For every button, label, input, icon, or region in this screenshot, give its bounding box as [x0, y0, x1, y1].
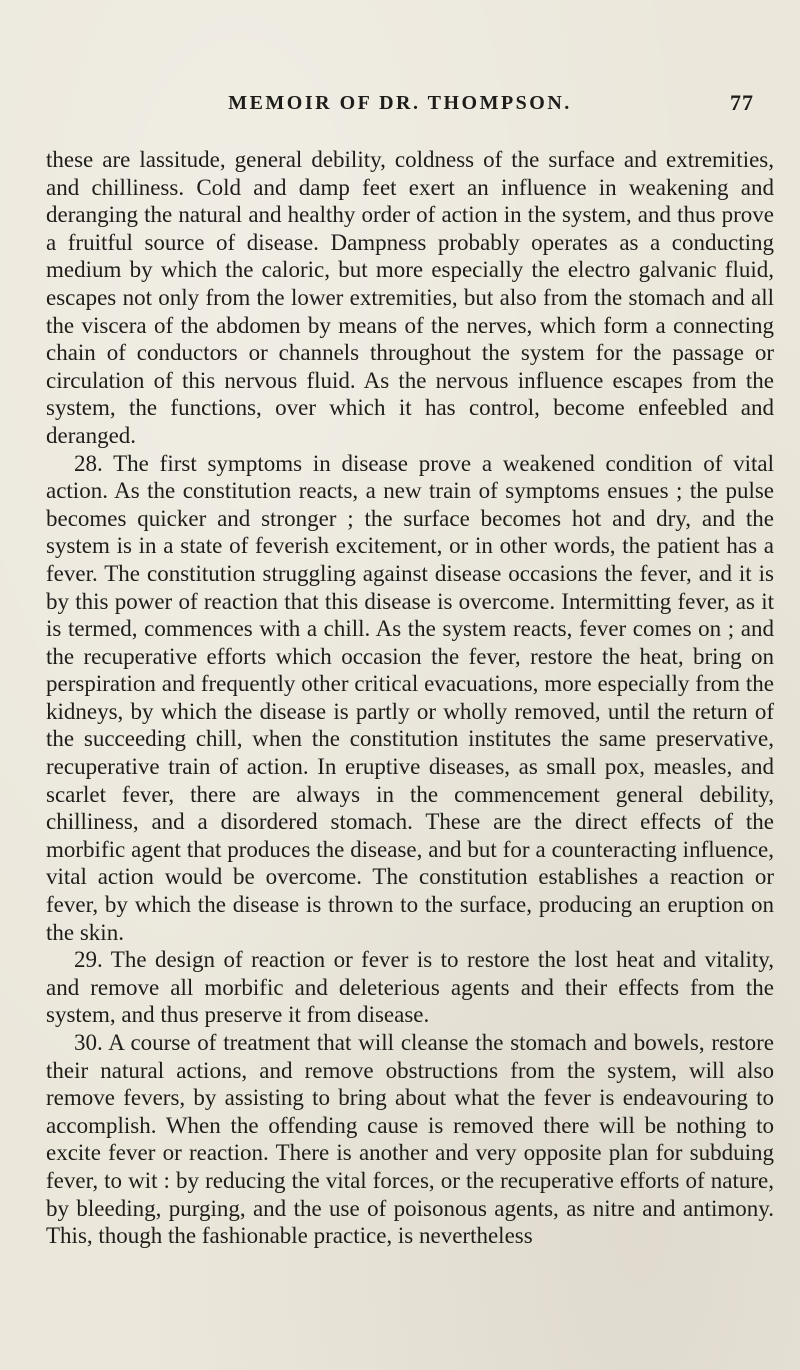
paragraph-continuation	[46, 146, 774, 450]
page-number: 77	[730, 90, 754, 115]
paragraph-text: The design of reaction or fever is to restore the lost heat and vitality, and remove all morbific and deleterious agents and their effects from the system, and thus preserve it from disease.	[46, 947, 774, 1028]
paragraph-29	[46, 946, 774, 1029]
paragraph-text: A course of treatment that will cleanse the stomach and bowels, restore their natural actions, and remove obstructions from the system, will also remove fevers, by assisting to bring about what the fever is endeavouring to accomplish. When the offending cause is removed there will be nothing to excite fever or reaction. There is another and very opposite plan for subduing fever, to wit : by reducing the vital forces, or the recuperative efforts of nature, by bleeding, purging, and the use of poisonous agents, as nitre and antimony. This, though the fashionable practice, is nevertheless	[46, 1030, 774, 1249]
section-number: 28.	[74, 450, 103, 476]
section-number: 30.	[74, 1030, 103, 1055]
paragraph-30	[46, 1029, 774, 1250]
body-text	[46, 146, 774, 1250]
paragraph-text: these are lassitude, general debility, coldness of the surface and extremities, and chilliness. Cold and damp feet exert an influence in weakening and deranging the natural and healthy order of action in the system, and thus prove a fruitful source of disease. Dampness probably operates as a conducting medium by which the caloric, but more especially the electro galvanic fluid, escapes not only from the lower extremities, but also from the stomach and all the viscera of the abdomen by means of the nerves, which form a connecting chain of conductors or channels throughout the system for the passage or circulation of this nervous fluid. As the nervous influence escapes from the system, the functions, over which it has control, become enfeebled and deranged.	[46, 147, 774, 448]
page-header	[0, 92, 800, 122]
section-number: 29.	[74, 947, 103, 973]
running-head: MEMOIR OF DR. THOMPSON.	[228, 92, 572, 114]
paragraph-text: The first symptoms in disease prove a weakened condition of vital action. As the constitution reacts, a new train of symptoms ensues ; the pulse becomes quicker and stronger ; the surface becomes hot and dry, and the system is in a state of feverish excitement, or in other words, the patient has a fever. The constitution struggling against disease occasions the fever, and it is by this power of reaction that this disease is overcome. Intermitting fever, as it is termed, commences with a chill. As the system reacts, fever comes on ; and the recuperative efforts which occasion the fever, restore the heat, bring on perspiration and frequently other critical evacuations, more especially from the kidneys, by which the disease is partly or wholly removed, until the return of the succeeding chill, when the constitution institutes the same preservative, recuperative train of action. In eruptive diseases, as small pox, measles, and scarlet fever, there are always in the commencement general debility, chilliness, and a disordered stomach. These are the direct effects of the morbific agent that produces the disease, and but for a counteracting influence, vital action would be overcome. The constitution establishes a reaction or fever, by which the disease is thrown to the surface, producing an eruption on the skin.	[46, 450, 775, 945]
paragraph-28	[46, 450, 774, 947]
